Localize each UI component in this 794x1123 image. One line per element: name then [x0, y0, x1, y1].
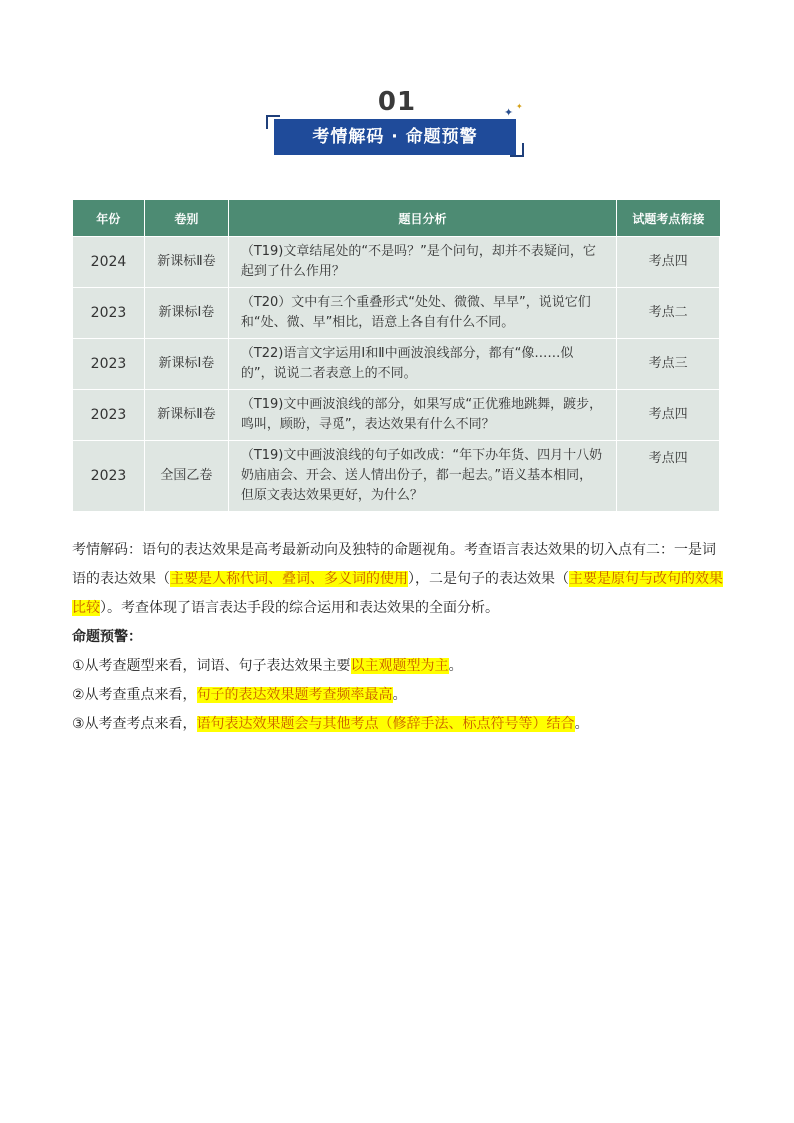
- highlight-text: 主要是原句与改句的效果比较: [72, 571, 723, 616]
- header-paper: 卷别: [144, 200, 228, 237]
- highlight-text: 主要是人称代词、叠词、多义词的使用: [170, 571, 408, 587]
- banner-corner-left: [266, 115, 268, 129]
- analysis-text: [72, 536, 724, 739]
- section-title: 考情解码 · 命题预警: [274, 119, 516, 155]
- cell-analysis: （T20）文中有三个重叠形式“处处、微微、早早”，说说它们和“处、微、早”相比，语意上各自有什么不同。: [228, 288, 616, 339]
- cell-analysis: （T22)语言文字运用Ⅰ和Ⅱ中画波浪线部分，都有“像……似的”，说说二者表意上的不同。: [228, 339, 616, 390]
- cell-analysis: （T19)文中画波浪线的部分，如果写成“正优雅地跳舞，踱步，鸣叫，顾盼，寻觅”，表达效果有什么不同？: [228, 390, 616, 441]
- cell-paper: 新课标Ⅱ卷: [144, 390, 228, 441]
- cell-point: 考点三: [617, 339, 720, 390]
- cell-paper: 新课标Ⅰ卷: [144, 288, 228, 339]
- table-header-row: [73, 200, 720, 237]
- cell-analysis: （T19)文章结尾处的“不是吗？”是个问句，却并不表疑问，它起到了什么作用？: [228, 237, 616, 288]
- section-number: 01: [377, 87, 417, 117]
- cell-analysis: （T19)文中画波浪线的句子如改成：“年下办年货、四月十八奶奶庙庙会、开会、送人情出份子，都一起去。”语义基本相同，但原文表达效果更好，为什么？: [228, 441, 616, 512]
- cell-point: 考点四: [617, 390, 720, 441]
- cell-year: 2023: [73, 390, 145, 441]
- warning-item-3: [72, 710, 724, 739]
- cell-year: 2023: [73, 288, 145, 339]
- header-point: 试题考点衔接: [617, 200, 720, 237]
- table-row: [73, 390, 720, 441]
- highlight-text: 语句表达效果题会与其他考点（修辞手法、标点符号等）结合: [196, 716, 575, 732]
- table-row: [73, 288, 720, 339]
- cell-point: 考点四: [617, 237, 720, 288]
- header-analysis: 题目分析: [228, 200, 616, 237]
- text-segment: 。: [392, 687, 407, 703]
- text-segment: ③从考查考点来看，: [72, 716, 197, 732]
- exam-analysis-table: [72, 200, 720, 512]
- text-segment: ②从考查重点来看，: [72, 687, 197, 703]
- cell-year: 2024: [73, 237, 145, 288]
- cell-point: 考点四: [617, 441, 720, 512]
- banner-corner-right-bottom: [510, 155, 524, 157]
- table-row: [73, 237, 720, 288]
- table-row: [73, 441, 720, 512]
- cell-year: 2023: [73, 339, 145, 390]
- highlight-text: 句子的表达效果题考查频率最高: [196, 687, 393, 703]
- warning-label: 命题预警：: [72, 629, 142, 645]
- text-segment: 。: [448, 658, 463, 674]
- table-row: [73, 339, 720, 390]
- sparkle-icon: ✦: [504, 106, 514, 119]
- warning-item-2: [72, 681, 724, 710]
- cell-point: 考点二: [617, 288, 720, 339]
- text-segment: 。: [574, 716, 589, 732]
- highlight-text: 以主观题型为主: [350, 658, 449, 674]
- cell-paper: 全国乙卷: [144, 441, 228, 512]
- banner-corner-left-top: [266, 115, 280, 117]
- text-segment: 考情解码：语句的表达效果是高考最新动向及独特的命题视角。考查语言表达效果的切入点有二：一是词语的表达效果（: [72, 542, 716, 587]
- text-segment: ①从考查题型来看，词语、句子表达效果主要: [72, 658, 351, 674]
- warning-item-1: [72, 652, 724, 681]
- cell-paper: 新课标Ⅰ卷: [144, 339, 228, 390]
- text-segment: ）。考查体现了语言表达手段的综合运用和表达效果的全面分析。: [100, 600, 499, 616]
- exam-decode-paragraph: [72, 536, 724, 623]
- cell-paper: 新课标Ⅱ卷: [144, 237, 228, 288]
- text-segment: ），二是句子的表达效果（: [408, 571, 569, 587]
- cell-year: 2023: [73, 441, 145, 512]
- sparkle-small-icon: ✦: [516, 102, 523, 111]
- header-year: 年份: [73, 200, 145, 237]
